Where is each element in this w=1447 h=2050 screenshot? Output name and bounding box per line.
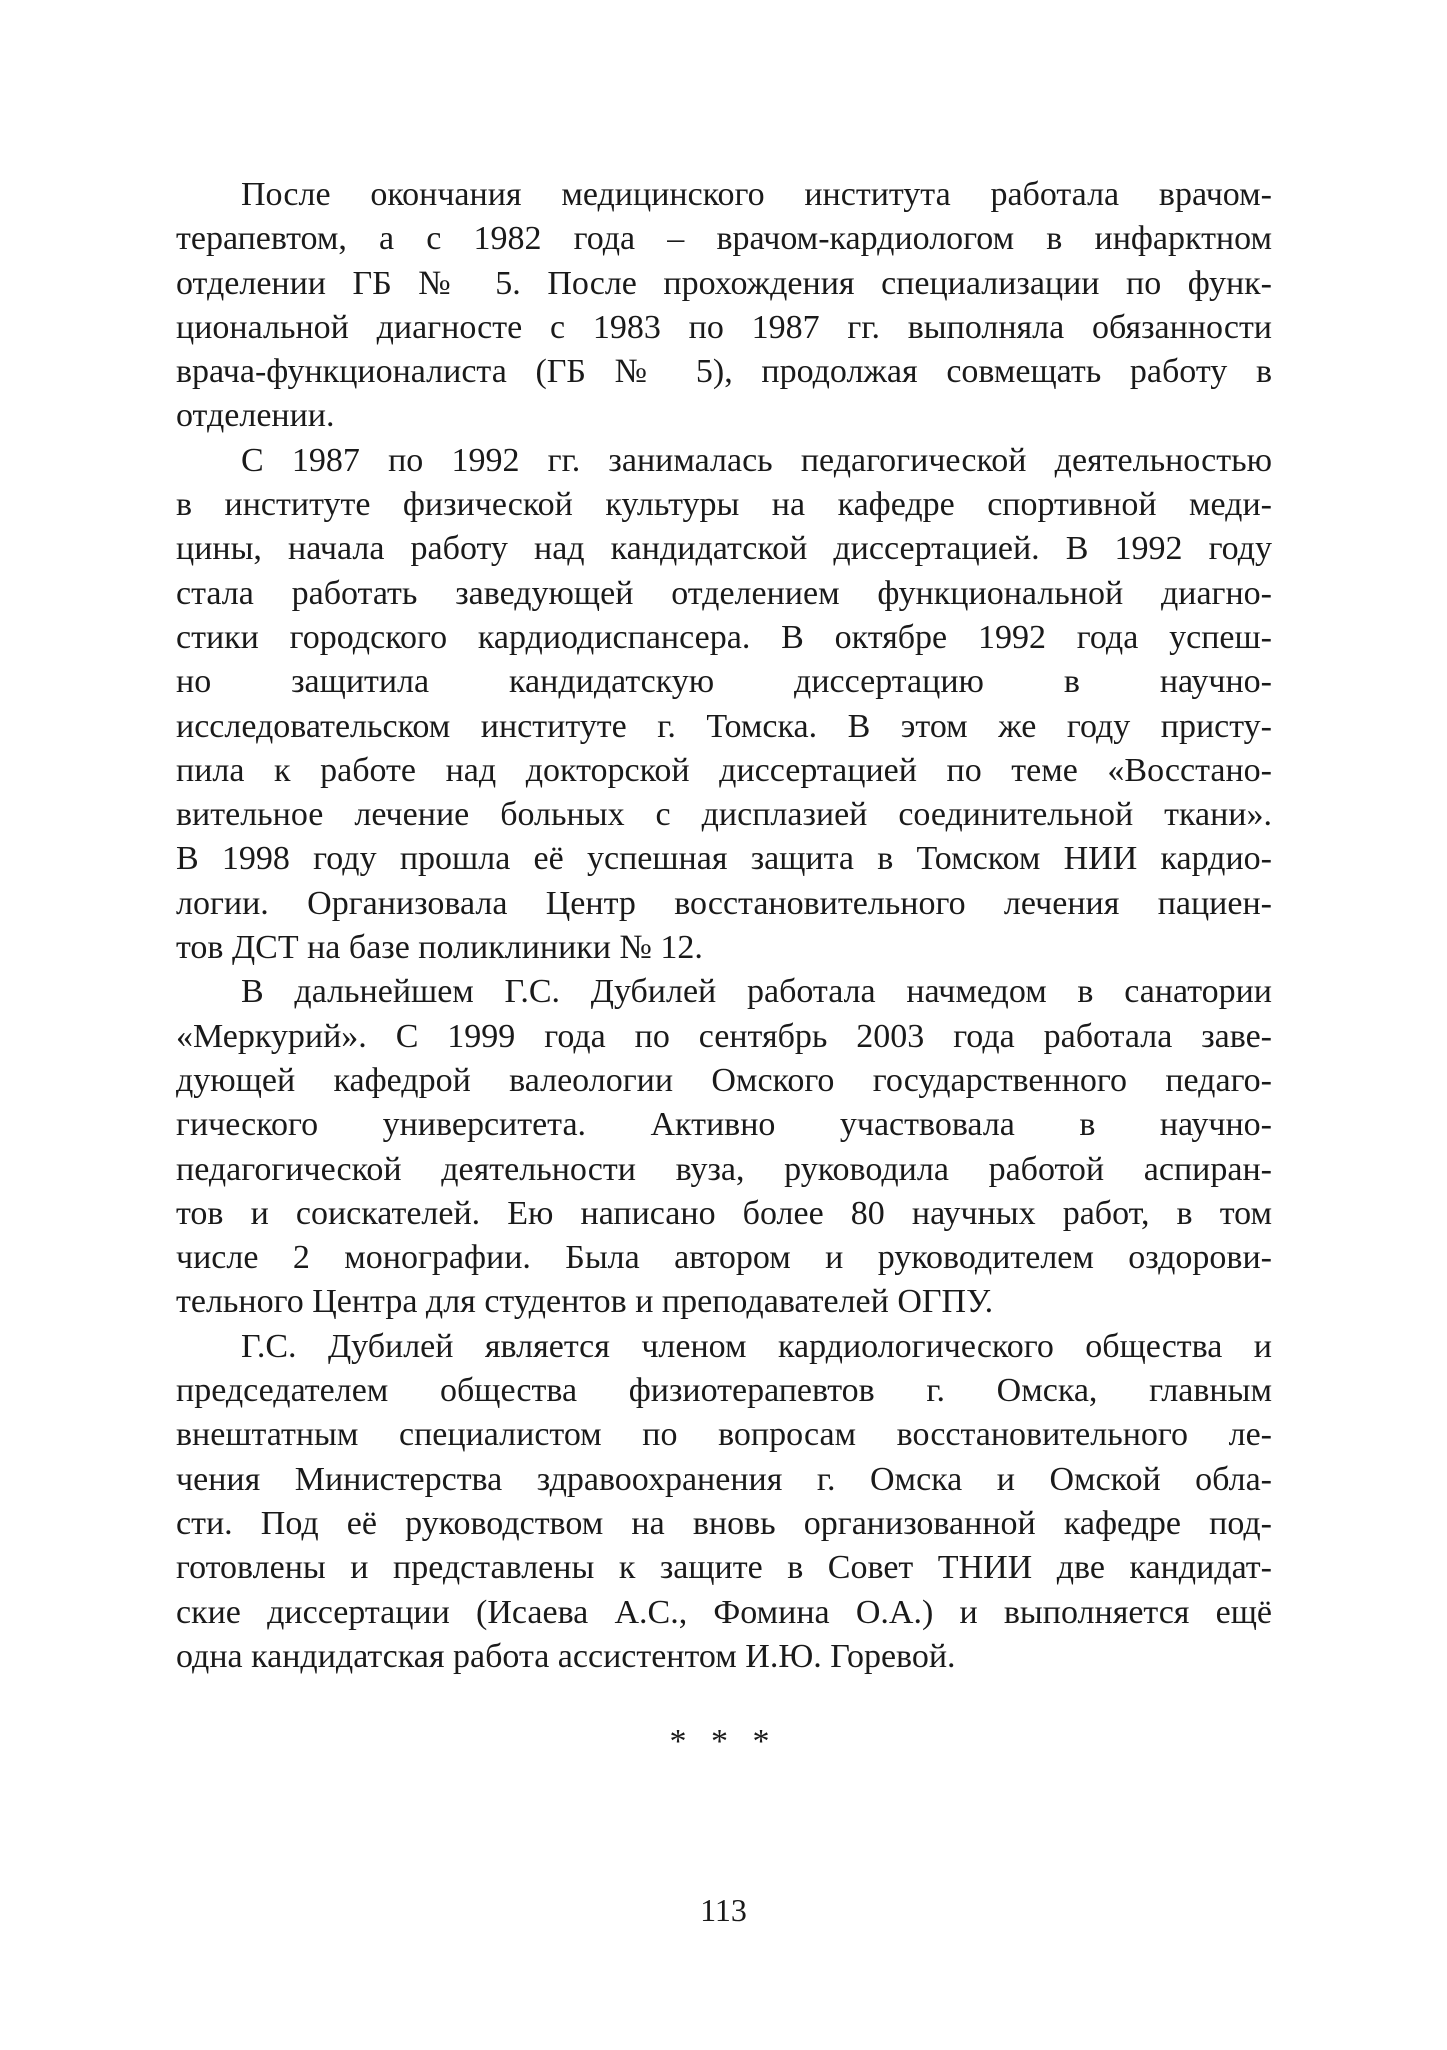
paragraph-3 [176,970,1272,1324]
paragraph-2 [176,439,1272,971]
text-line: вительное лечение больных с дисплазией соединительной ткани». [176,796,1272,834]
text-line: Г.С. Дубилей является членом кардиологического общества и [241,1327,1272,1365]
paragraph-4 [176,1325,1272,1679]
text-line: в институте физической культуры на кафедре спортивной меди- [176,486,1272,524]
text-line: дующей кафедрой валеологии Омского государственного педаго- [176,1061,1272,1099]
text-line: отделении. [176,397,335,435]
text-line: терапевтом, а с 1982 года – врачом-кардиологом в инфарктном [176,220,1272,258]
text-line: тов и соискателей. Ею написано более 80 научных работ, в том [176,1194,1272,1232]
text-line: числе 2 монографии. Была автором и руководителем оздорови- [176,1239,1272,1277]
text-line: одна кандидатская работа ассистентом И.Ю. Горевой. [176,1637,956,1675]
text-line: тельного Центра для студентов и преподавателей ОГПУ. [176,1283,994,1321]
text-line: педагогической деятельности вуза, руководила работой аспиран- [176,1150,1272,1188]
section-separator: * * * [669,1723,778,1760]
text-line: С 1987 по 1992 гг. занималась педагогической деятельностью [241,441,1272,479]
text-line: После окончания медицинского института работала врачом- [241,176,1272,213]
text-line: «Меркурий». С 1999 года по сентябрь 2003 года работала заве- [176,1017,1272,1055]
text-line: стала работать заведующей отделением функциональной диагно- [176,574,1272,612]
text-line: В дальнейшем Г.С. Дубилей работала начмедом в санатории [241,973,1272,1011]
paragraph-1 [176,173,1272,439]
text-line: ские диссертации (Исаева А.С., Фомина О.А.) и выполняется ещё [176,1593,1272,1631]
text-line: циональной диагносте с 1983 по 1987 гг. выполняла обязанности [176,308,1272,346]
text-line: логии. Организовала Центр восстановительного лечения пациен- [176,884,1272,922]
text-line: тов ДСТ на базе поликлиники № 12. [176,929,703,967]
body-text [176,173,1272,1679]
text-line: внештатным специалистом по вопросам восстановительного ле- [176,1416,1272,1454]
text-line: председателем общества физиотерапевтов г. Омска, главным [176,1372,1272,1410]
text-line: пила к работе над докторской диссертацией по теме «Восстано- [176,751,1272,789]
text-line: врача-функционалиста (ГБ № 5), продолжая совмещать работу в [176,353,1272,391]
text-line: цины, начала работу над кандидатской диссертацией. В 1992 году [176,530,1272,568]
page-number: 113 [700,1892,747,1928]
text-line: стики городского кардиодиспансера. В октябре 1992 года успеш- [176,618,1272,656]
text-line: гического университета. Активно участвовала в научно- [176,1106,1272,1144]
text-line: сти. Под её руководством на вновь организованной кафедре под- [176,1504,1272,1542]
text-line: В 1998 году прошла её успешная защита в Томском НИИ кардио- [176,840,1272,878]
text-line: чения Министерства здравоохранения г. Омска и Омской обла- [176,1460,1272,1498]
text-line: готовлены и представлены к защите в Совет ТНИИ две кандидат- [176,1549,1272,1587]
text-line: отделении ГБ № 5. После прохождения специализации по функ- [176,264,1272,302]
text-line: но защитила кандидатскую диссертацию в научно- [176,663,1272,701]
text-line: исследовательском институте г. Томска. В этом же году присту- [176,707,1272,745]
